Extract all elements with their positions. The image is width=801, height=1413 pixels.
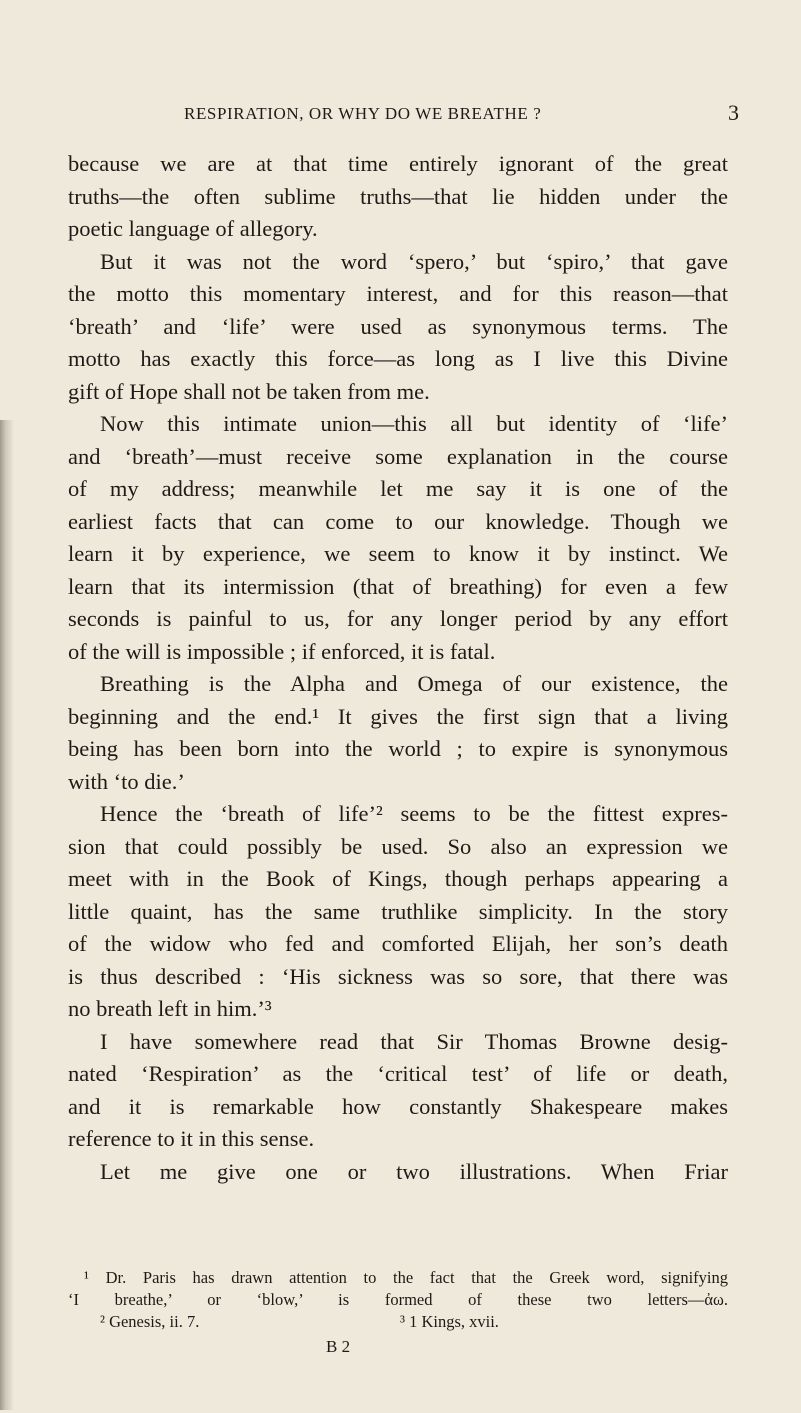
body-line: with ‘to die.’: [68, 768, 185, 794]
body-line: reference to it in this sense.: [68, 1126, 315, 1151]
body-line: nated ‘Respiration’ as the ‘critical test’ of life or death,: [68, 1061, 728, 1086]
body-line: Now this intimate union—this all but identity of ‘life’: [100, 411, 728, 436]
body-line: is thus described : ‘His sickness was so sore, that there was: [68, 963, 728, 989]
footnote-row: [68, 1311, 728, 1333]
running-head: RESPIRATION, OR WHY DO WE BREATHE ?: [184, 104, 542, 123]
page-number: 3: [728, 100, 739, 125]
body-line: motto has exactly this force—as long as I live this Divine: [68, 346, 728, 371]
body-line: Hence the ‘breath of life’² seems to be the fittest expres-: [100, 801, 728, 826]
body-line: earliest facts that can come to our knowledge. Though we: [68, 508, 728, 534]
body-text: [68, 148, 728, 1188]
footnote-3: ³ 1 Kings, xvii.: [400, 1312, 499, 1331]
body-line: learn it by experience, we seem to know it by instinct. We: [68, 541, 728, 566]
body-line: truths—the often sublime truths—that lie hidden under the: [68, 183, 728, 209]
body-line: learn that its intermission (that of breathing) for even a few: [68, 573, 728, 599]
signature-mark: B 2: [326, 1337, 351, 1356]
body-line: seconds is painful to us, for any longer period by any effort: [68, 606, 728, 631]
body-line: because we are at that time entirely ignorant of the great: [68, 151, 728, 176]
body-line: gift of Hope shall not be taken from me.: [68, 378, 430, 404]
body-line: beginning and the end.¹ It gives the first sign that a living: [68, 703, 728, 729]
footnote-2: ² Genesis, ii. 7.: [100, 1312, 200, 1331]
footnote-1-line-1: ¹ Dr. Paris has drawn attention to the fact that the Greek word, signifying: [84, 1268, 728, 1287]
body-line: of the will is impossible ; if enforced, it is fatal.: [68, 638, 496, 664]
body-line: the motto this momentary interest, and for this reason—that: [68, 281, 728, 306]
body-line: and it is remarkable how constantly Shakespeare makes: [68, 1093, 728, 1119]
body-line: poetic language of allegory.: [68, 216, 318, 241]
body-line: Let me give one or two illustrations. When Friar: [100, 1158, 728, 1184]
body-line: ‘breath’ and ‘life’ were used as synonymous terms. The: [68, 313, 728, 339]
body-line: I have somewhere read that Sir Thomas Browne desig-: [100, 1028, 728, 1054]
body-line: of my address; meanwhile let me say it is one of the: [68, 476, 728, 501]
footnotes: [68, 1267, 728, 1333]
body-line: being has been born into the world ; to expire is synonymous: [68, 736, 728, 761]
body-line: of the widow who fed and comforted Elijah, her son’s death: [68, 931, 728, 956]
body-line: sion that could possibly be used. So also an expression we: [68, 833, 728, 859]
footnote-1-line-2: ‘I breathe,’ or ‘blow,’ is formed of these two letters—ἀω.: [68, 1290, 728, 1309]
body-line: and ‘breath’—must receive some explanation in the course: [68, 443, 728, 469]
page-edge-shadow: [0, 420, 14, 1410]
body-line: no breath left in him.’³: [68, 996, 272, 1021]
body-line: But it was not the word ‘spero,’ but ‘spiro,’ that gave: [100, 248, 728, 274]
body-line: Breathing is the Alpha and Omega of our existence, the: [100, 671, 728, 696]
body-line: meet with in the Book of Kings, though perhaps appearing a: [68, 866, 728, 891]
body-line: little quaint, has the same truthlike simplicity. In the story: [68, 898, 728, 924]
